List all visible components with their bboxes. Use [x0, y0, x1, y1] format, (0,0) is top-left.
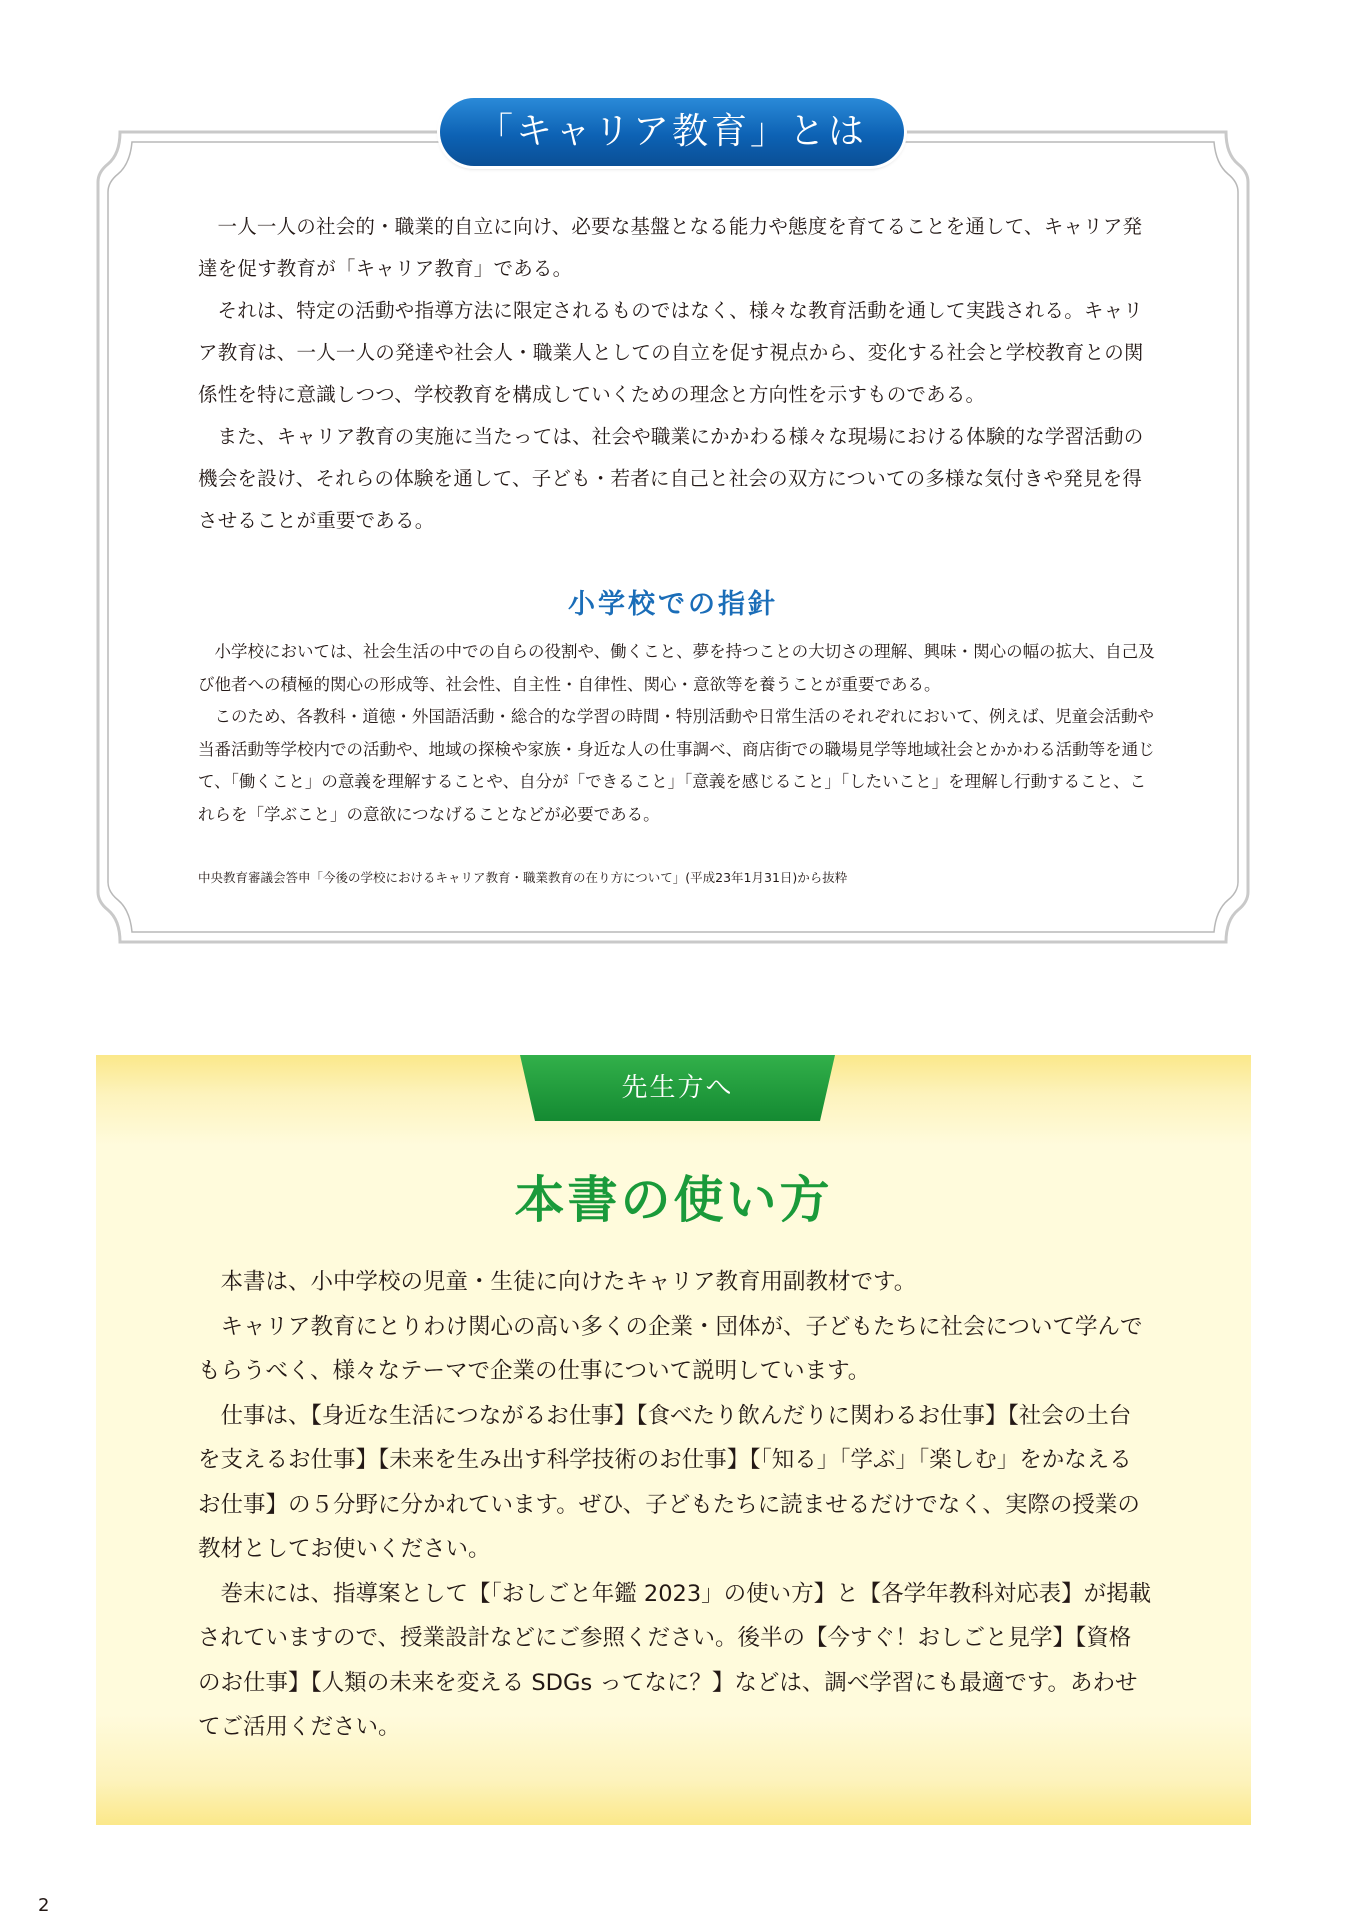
career-paragraph: また、キャリア教育の実施に当たっては、社会や職業にかかわる様々な現場における体験的な学習活動の機会を設け、それらの体験を通して、子ども・若者に自己と社会の双方についての多様な気付きや発見を得させることが重要である。: [198, 425, 1144, 532]
how-to-use-title: 本書の使い方: [514, 1171, 833, 1229]
howto-paragraph: 仕事は、【身近な生活につながるお仕事】【食べたり飲んだりに関わるお仕事】【社会の土台を支えるお仕事】【未来を生み出す科学技術のお仕事】【「知る」「学ぶ」「楽しむ」をかなえるお仕事】の５分野に分かれています。ぜひ、子どもたちに読ませるだけでなく、実際の授業の教材としてお使いください。: [198, 1402, 1140, 1562]
guideline-paragraph: 小学校においては、社会生活の中での自らの役割や、働くこと、夢を持つことの大切さの理解、興味・関心の幅の拡大、自己及び他者への積極的関心の形成等、社会性、自主性・自律性、関心・意欲等を養うことが重要である。: [198, 642, 1155, 694]
how-to-use-text: [198, 1260, 1153, 1750]
for-teachers-label: 先生方へ: [621, 1073, 734, 1103]
elementary-guideline-heading: 小学校での指針: [568, 589, 778, 620]
elementary-guideline-text: [198, 636, 1158, 831]
source-citation: 中央教育審議会答申「今後の学校におけるキャリア教育・職業教育の在り方について」(平成23年1月31日)から抜粋: [198, 870, 848, 885]
howto-paragraph: 巻末には、指導案として【「おしごと年鑑 2023」の使い方】と【各学年教科対応表】が掲載されていますので、授業設計などにご参照ください。後半の【今すぐ！おしごと見学】【資格のお仕事】【人類の未来を変える SDGs ってなに？】などは、調べ学習にも最適です。あわせてご活用ください。: [198, 1580, 1152, 1740]
career-education-title: 「キャリア教育」とは: [440, 98, 904, 166]
howto-paragraph: キャリア教育にとりわけ関心の高い多くの企業・団体が、子どもたちに社会について学んでもらうべく、様々なテーマで企業の仕事について説明しています。: [198, 1313, 1143, 1384]
guideline-paragraph: このため、各教科・道徳・外国語活動・総合的な学習の時間・特別活動や日常生活のそれぞれにおいて、例えば、児童会活動や当番活動等学校内での活動や、地域の探検や家族・身近な人の仕事調べ、商店街での職場見学等地域社会とかかわる活動等を通じて、「働くこと」の意義を理解することや、自分が「できること」「意義を感じること」「したいこと」を理解し行動すること、これらを「学ぶこと」の意欲につなげることなどが必要である。: [198, 707, 1155, 824]
page-number: 2: [38, 1895, 50, 1916]
career-paragraph: 一人一人の社会的・職業的自立に向け、必要な基盤となる能力や態度を育てることを通して、キャリア発達を促す教育が「キャリア教育」である。: [198, 215, 1143, 280]
howto-paragraph: 本書は、小中学校の児童・生徒に向けたキャリア教育用副教材です。: [220, 1269, 917, 1295]
career-paragraph: それは、特定の活動や指導方法に限定されるものではなく、様々な教育活動を通して実践される。キャリア教育は、一人一人の発達や社会人・職業人としての自立を促す視点から、変化する社会と学校教育との関係性を特に意識しつつ、学校教育を構成していくための理念と方向性を示すものである。: [198, 299, 1144, 406]
career-education-definition: [198, 206, 1148, 542]
for-teachers-banner: [520, 1055, 835, 1121]
